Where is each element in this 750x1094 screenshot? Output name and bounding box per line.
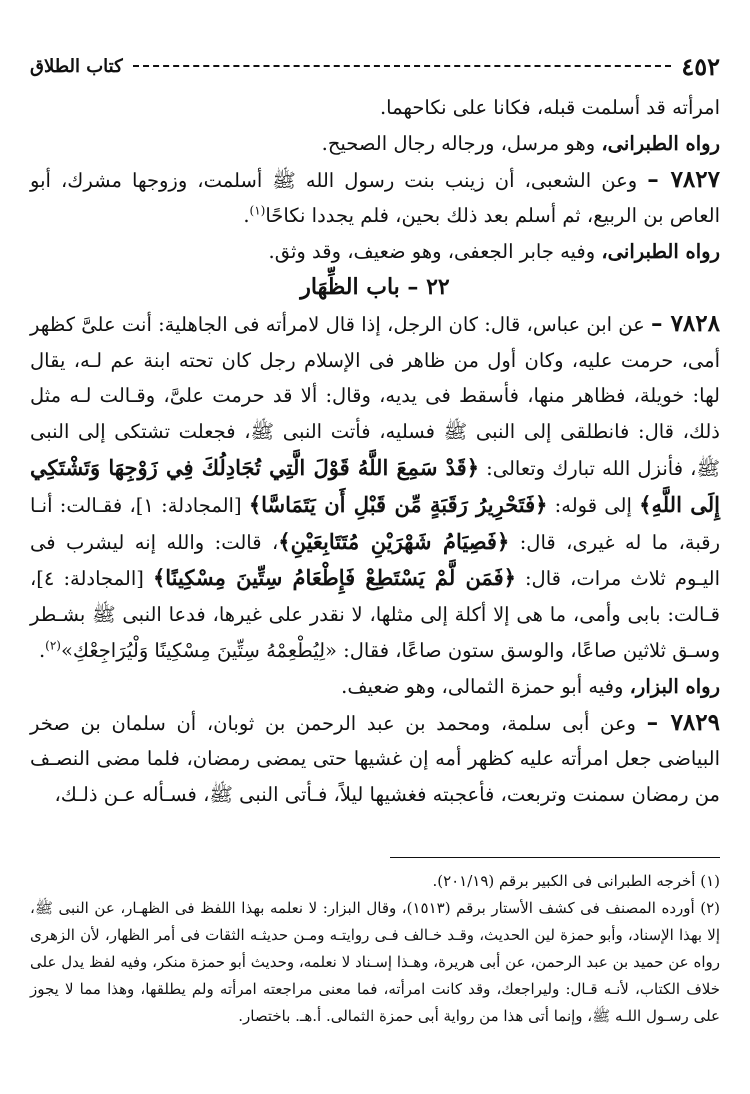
hadith-text: وعن أبى سلمة، ومحمد بن عبد الرحمن بن ثوبان، أن سلمان بن صخر البياضى جعل امرأته عليه كظهر أمه إن غشيها حتى يمضى رمضان، فلما مضى النصـف من رمضان سمنت وتربعت، فأعجبته فغشيها ليلاً، فـأتى النبى ﷺ، فسـأله عـن ذلـك،	[30, 711, 720, 807]
footnote-1: (١) أخرجه الطبرانى فى الكبير برقم (٢٠١/١٩).	[432, 872, 720, 890]
quran-verse: ﴿فَتَحْرِيرُ رَقَبَةٍ مِّن قَبْلِ أَن يَتَمَاسَّا﴾	[248, 491, 548, 517]
page-body	[30, 90, 720, 813]
hadith-text: ، قالت: والله إنه ليشرب فى اليـوم ثلاث مرات، قال:	[30, 530, 720, 591]
hadith-text-end: .	[38, 638, 46, 662]
book-title: كتاب الطلاق	[30, 55, 123, 77]
note-text: وفيه أبو حمزة الثمالى، وهو ضعيف.	[341, 674, 630, 698]
hadith-text: [المجادلة: ٤]، قـالت: بابى وأمى، ما هى إلا أكلة إلى مثلها، لا نقدر على غيرها، فدعا النبى ﷺ بشـطر وسـق ثلاثين صاعًا، والوسق ستون صاعًا، فقال: «لِيُطْعِمْهُ سِتِّينَ مِسْكِينًا وَلْيُرَاجِعْكِ»	[30, 567, 720, 662]
hadith-text: إلى قوله:	[547, 493, 640, 517]
quran-verse: ﴿فَصِيَامُ شَهْرَيْنِ مُتَتَابِعَيْنِ﴾	[278, 528, 510, 554]
hadith-7828	[30, 306, 720, 669]
note-text: وهو مرسل، ورجاله رجال الصحيح.	[321, 131, 602, 155]
narration-note	[30, 234, 720, 270]
header-dashed-rule	[133, 65, 672, 67]
section-title: ٢٢ – باب الظِّهَار	[300, 273, 450, 300]
hadith-number: ٧٨٢٧ –	[647, 165, 720, 193]
quran-verse: ﴿فَمَن لَّمْ يَسْتَطِعْ فَإِطْعَامُ سِتِّينَ مِسْكِينًا﴾	[152, 565, 516, 591]
narrator-name: رواه الطبرانى،	[601, 240, 720, 264]
narration-note	[30, 126, 720, 162]
footnotes	[30, 868, 720, 1030]
hadith-text: وعن الشعبى، أن زينب بنت رسول الله ﷺ أسلمت، وزوجها مشرك، أبو العاص بن الربيع، ثم أسلم بعد ذلك بحين، فلم يجددا نكاحًا	[30, 168, 720, 228]
paragraph-continuation	[30, 90, 720, 126]
hadith-text: عن ابن عباس، قال: كان الرجل، إذا قال لامرأته فى الجاهلية: أنت علىَّ كظهر أمى، حرمت عليه، وكان أول من ظاهر فى الإسلام رجل كان تحته ابنة عم لـه، يقال لها: خويلة، فظاهر منها، فأسقط فى يديه، وقال: ألا قد حرمت علىَّ، وقـالت لـه مثل ذلك، قال: فانطلقى إلى النبى ﷺ فسليه، فأتت النبى ﷺ، فجعلت تشتكى إلى النبى ﷺ، فأنزل الله تبارك وتعالى:	[30, 312, 720, 480]
note-text: وفيه جابر الجعفى، وهو ضعيف، وقد وثق.	[268, 240, 602, 264]
footnote-ref[interactable]: (١)	[249, 203, 266, 218]
hadith-7827	[30, 162, 720, 235]
hadith-text: [المجادلة: ١]، فقـالت: أنـا رقبة، ما له غيرى، قال:	[30, 493, 720, 554]
paragraph-text: امرأته قد أسلمت قبله، فكانا على نكاحهما.	[379, 96, 720, 119]
footnote-2: (٢) أورده المصنف فى كشف الأستار برقم (١٥١٣)، وقال البزار: لا نعلمه بهذا اللفظ فى الظهـار، عن النبى ﷺ، إلا بهذا الإسناد، وأبو حمزة لين الحديث، وقـد خـالف فـى روايتـه ومـن حديثـه الثقات فى أمر الظهار، لأن الزهرى رواه عن حميد بن عبد الرحمن، عن أبى هريرة، وهـذا إسـناد لا نعلمه، وحديث أبو حمزة منكر، وفيه لفظ يدل على خلاف الكتاب، لأنـه قـال: وليراجعك، وقد كانت امرأته، فما معنى مراجعته امرأته ولم يطلقها، وهذا مما لا يجوز على رسـول اللـه ﷺ، وإنما أتى هذا من رواية أبى حمزة الثمالى. أ.هـ. باختصار.	[30, 899, 720, 1025]
quran-verse: ﴿قَدْ سَمِعَ اللَّهُ قَوْلَ الَّتِي تُجَادِلُكَ فِي زَوْجِهَا وَتَشْتَكِي إِلَى اللَّهِ﴾	[30, 454, 721, 517]
footnote-divider	[390, 857, 720, 858]
hadith-number: ٧٨٢٨ –	[651, 309, 720, 337]
narration-note	[30, 669, 720, 705]
page-number: ٤٥٢	[681, 51, 720, 81]
narrator-name: رواه البزار،	[629, 674, 720, 698]
hadith-7829	[30, 705, 720, 813]
hadith-text-end: .	[243, 204, 250, 228]
narrator-name: رواه الطبرانى،	[601, 131, 720, 155]
footnote-ref[interactable]: (٢)	[45, 638, 61, 653]
hadith-number: ٧٨٢٩ –	[646, 708, 720, 736]
page-header	[30, 50, 720, 82]
